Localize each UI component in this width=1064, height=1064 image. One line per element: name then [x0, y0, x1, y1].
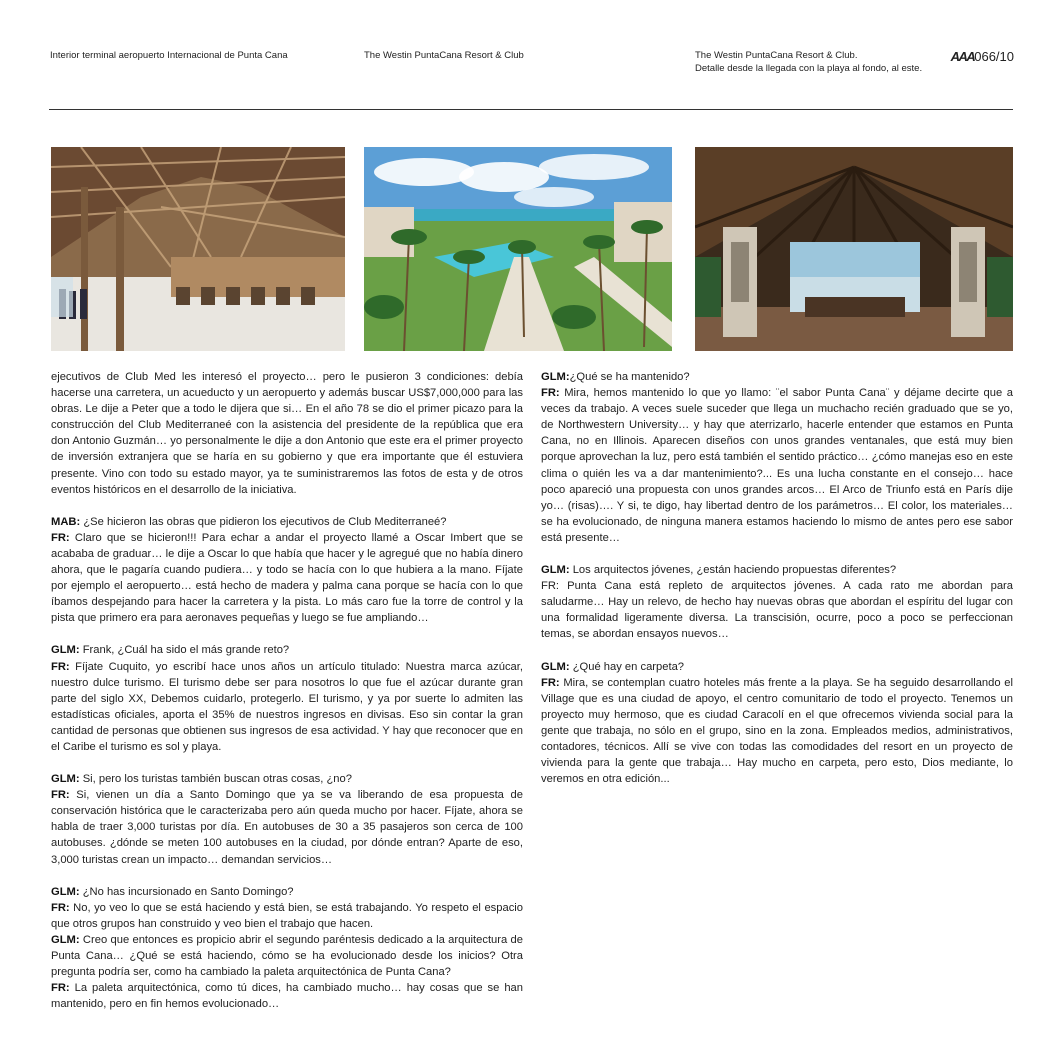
- photo-westin-lobby: [695, 147, 1013, 351]
- article-paragraph: [51, 369, 523, 498]
- dialogue-text: Claro que se hicieron!!! Para echar a andar el proyecto llamé a Oscar Imbert que se acababa de graduar… le dije a Oscar lo que había que hacer y le agregué que no había dinero ahora, que le pagaría cuando pudiera… y todo se hacía con lo que hubiera a la mano. Fíjate por ejemplo el aeropuerto… está hecho de madera y palma cana porque se hacía con lo que íbamos despejando para hacer la carretera y la pista. Lo más caro fue la torre de control y la pista que primero era para aeronaves pequeñas y luego se fue ampliando…: [51, 531, 523, 625]
- speaker-label: MAB:: [51, 515, 81, 528]
- dialogue-text: Mira, se contemplan cuatro hoteles más frente a la playa. Se ha seguido desarrollando el Village que es una ciudad de apoyo, el centro comunitario de todo el proyecto. Tenemos un proyecto muy hermoso, que es ciudad Caracolí en el que ofrecemos vivienda social para la gente que trabaja, no sólo en el grupo, sino en la zona. Empleados medios, administrativos, contadores, técnicos. Allí se vive con todas las comodidades del resort en un proyecto de vivienda para la gente que trabaja… Hay mucho en carpeta, pero esto, Dios mediante, lo veremos en otra edición...: [541, 676, 1013, 786]
- article-paragraph: [541, 369, 1013, 546]
- dialogue-text: ¿No has incursionado en Santo Domingo?: [79, 885, 294, 898]
- caption-westin-detail-line2: Detalle desde la llegada con la playa al fondo, al este.: [695, 63, 923, 74]
- caption-westin-detail: [695, 49, 935, 75]
- dialogue-text: ejecutivos de Club Med les interesó el proyecto… pero le pusieron 3 condiciones: debía hacerse una carretera, un acueducto y un aeropuerto y además buscar US$7,000,000 para las obras. Le dije a Peter que a todo le dijera que si… En el año 78 se dio el primer picazo para la construcción del Club Mediterraneé con la asistencia del presidente de la república que era don Antonio Guzmán… yo personalmente le dije a don Antonio que este era el primer proyecto de inversión extranjera que se haría en su gobierno y que era importante que él estuviera presente. Vino con todo su estado mayor, ya te suministraremos las fotos de esta y de otros eventos históricos en el desarrollo de la iniciativa.: [51, 371, 523, 496]
- dialogue-text: Los arquitectos jóvenes, ¿están haciendo propuestas diferentes?: [569, 564, 897, 577]
- article-paragraph: [541, 562, 1013, 642]
- speaker-label: FR:: [51, 531, 70, 544]
- speaker-label: FR:: [541, 676, 560, 689]
- speaker-label: GLM:: [541, 371, 570, 383]
- speaker-label: GLM:: [51, 933, 80, 946]
- speaker-label: GLM:: [51, 773, 80, 786]
- dialogue-text: ¿Qué se ha mantenido?: [569, 371, 690, 383]
- dialogue-text: Si, pero los turistas también buscan otras cosas, ¿no?: [79, 773, 352, 786]
- dialogue-text: La paleta arquitectónica, como tú dices, ha cambiado mucho… hay cosas que se han mantenido, pero en fin hemos evolucionado…: [51, 982, 523, 1011]
- speaker-label: GLM:: [51, 885, 80, 898]
- speaker-label: FR:: [51, 901, 70, 914]
- speaker-label: FR:: [51, 982, 70, 995]
- dialogue-text: Si, vienen un día a Santo Domingo que ya se va liberando de esa propuesta de conservación histórica que le caracterizaba pero aún queda mucho por hacer. Fíjate, ahora se habla de traer 3,000 turistas por día. En autobuses de 30 a 35 pasajeros son cerca de 100 autobuses. ¿dónde se meten 100 autobuses en la ciudad, por dónde entran? Aparte de eso, 3,000 turistas crean un impacto… demandan servicios…: [51, 789, 523, 866]
- page-number: [951, 49, 1014, 64]
- speaker-label: FR:: [51, 789, 70, 802]
- caption-westin-resort: The Westin PuntaCana Resort & Club: [364, 50, 524, 61]
- page-number-value: 066/10: [974, 49, 1014, 64]
- dialogue-text: Mira, hemos mantenido lo que yo llamo: ¨el sabor Punta Cana¨ y déjame decirte que a veces da trabajo. A veces suele suceder que llega un muchacho recién graduado que se yo, de Northwestern University… y hay que aterrizarlo, hacerle entender que estamos en Punta Cana, no en Illinois. Aparecen diseños con unos grandes ventanales, que está muy bien porque aprovechan la luz, pero está también el sentido práctico… ¿cómo manejas eso en este clima o quién les va a dar mantenimiento?... Es una lucha constante en el consejo… hace poco apareció una propuesta con unos grandes arcos… El Arco de Triunfo está en París dije yo… (risas)…. Y si, te digo, hay libertad dentro de los parámetros… El color, los materiales… se ha evolucionado, de ninguna manera estamos haciendo lo mismo de antes pero ese sabor está presente…: [541, 387, 1013, 544]
- photo-westin-pool: [364, 147, 672, 351]
- speaker-label: FR:: [51, 660, 70, 673]
- caption-westin-detail-line1: The Westin PuntaCana Resort & Club.: [695, 50, 858, 61]
- dialogue-text: Frank, ¿Cuál ha sido el más grande reto?: [79, 644, 290, 657]
- speaker-label: GLM:: [541, 564, 570, 577]
- dialogue-text: ¿Qué hay en carpeta?: [569, 660, 685, 673]
- header-divider: [49, 109, 1013, 110]
- magazine-logo: AAA: [950, 49, 975, 64]
- article-paragraph: [51, 642, 523, 755]
- speaker-label: GLM:: [541, 660, 570, 673]
- speaker-label: GLM:: [51, 644, 80, 657]
- dialogue-text: Creo que entonces es propicio abrir el segundo paréntesis dedicado a la arquitectura de Punta Cana… ¿Qué se está haciendo, cómo se ha evolucionado desde los inicios? Otra pregunta podría ser, como ha cambiado la paleta arquitectónica de Punta Cana?: [51, 933, 523, 979]
- speaker-label: FR:: [541, 387, 560, 400]
- photo-airport-terminal: [51, 147, 345, 351]
- article-paragraph: [541, 659, 1013, 788]
- article-left-column: [51, 369, 523, 1028]
- caption-airport-interior: Interior terminal aeropuerto Internacional de Punta Cana: [50, 50, 288, 61]
- dialogue-text: Fíjate Cuquito, yo escribí hace unos años un artículo titulado: Nuestra marca azúcar, nuestro dulce turismo. El turismo debe ser para nosotros lo que fue el azúcar durante gran parte del siglo XX, Debemos cuidarlo, protegerlo. El turismo, y ya por suerte lo admiten las estadísticas oficiales, aporta el 35% de nuestros ingresos en divisas. Eso sin contar la gran cantidad de personas que obtienen sus ingresos de esa actividad. Y hay que reconocer que en el Caribe el turismo es sol y playa.: [51, 660, 523, 753]
- dialogue-text: No, yo veo lo que se está haciendo y está bien, se está trabajando. Yo respeto el espacio que otros grupos han construido y veo bien el trabajo que hacen.: [51, 901, 523, 930]
- article-paragraph: [51, 884, 523, 1013]
- article-paragraph: [51, 771, 523, 868]
- dialogue-text: ¿Se hicieron las obras que pidieron los ejecutivos de Club Mediterraneé?: [80, 515, 447, 528]
- dialogue-text: FR: Punta Cana está repleto de arquitectos jóvenes. A cada rato me abordan para saludarme… Hay un relevo, de hecho hay nuevas obras que abordan el espíritu del lugar con una formalidad ligeramente diversa. La transcisión, ocurre, poco a poco se perfeccionan temas, se abordan ensayos nuevos…: [541, 580, 1013, 641]
- article-paragraph: [51, 514, 523, 627]
- article-right-column: [541, 369, 1013, 803]
